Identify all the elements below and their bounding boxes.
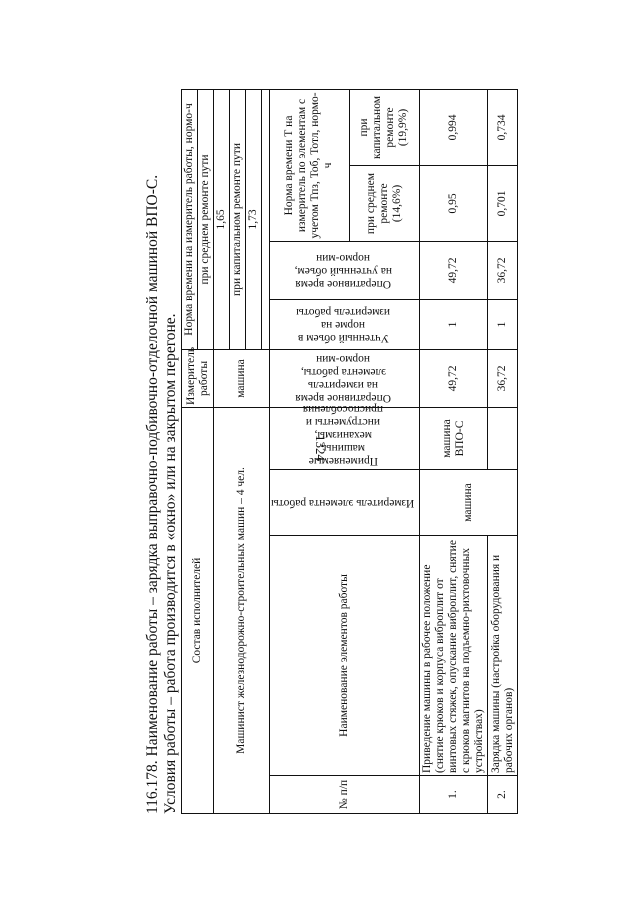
col-norm-t: Норма времени Т на измеритель по элементам с учетом Тпз, Тоб, Тотл, нормо-ч bbox=[270, 89, 350, 241]
row-num: 2. bbox=[488, 776, 518, 814]
rotated-sheet bbox=[144, 90, 515, 814]
avg-value: 1,65 bbox=[214, 89, 230, 349]
row-name: Зарядка машины (настройка оборудования и рабочих органов) bbox=[488, 536, 518, 776]
header-meter: Измеритель работы bbox=[182, 349, 214, 407]
row-op-time: 49,72 bbox=[420, 349, 488, 407]
col-volume: Учтенный объем в норме на измеритель работы bbox=[295, 305, 390, 344]
row-t-avg: 0,701 bbox=[488, 165, 518, 241]
row-op-total: 49,72 bbox=[420, 241, 488, 299]
col-norm-cap: при капитальном ремонте (19,9%) bbox=[349, 89, 420, 165]
work-conditions: Условия работы – работа производится в «окно» или на закрытом перегоне. bbox=[162, 313, 179, 814]
table-row bbox=[488, 89, 518, 813]
row-machines bbox=[488, 407, 518, 469]
document-title: 116.178. Наименование работы – зарядка выправочно-подбивочно-отделочной машиной ВПО-С. bbox=[144, 174, 161, 814]
header-avg-repair: при среднем ремонте пути bbox=[198, 89, 214, 349]
col-element-meter: Измеритель элемента работы bbox=[271, 497, 415, 509]
row-name: Приведение машины в рабочее положение (снятие крюков и корпуса виброплит от винтовых стяжек, опускание виброплит, снятие с крюков магнитов на подъемно-рихтовочных устройствах) bbox=[420, 536, 488, 776]
header-norm: Норма времени на измеритель работы, нормо-ч bbox=[182, 89, 198, 349]
header-staff: Состав исполнителей bbox=[182, 407, 214, 813]
table-row bbox=[420, 89, 488, 813]
page-number: 1324 bbox=[313, 435, 328, 461]
meter-value: машина bbox=[214, 349, 270, 407]
col-elements: Наименование элементов работы bbox=[270, 536, 420, 776]
header-cap-repair: при капитальном ремонте пути bbox=[230, 89, 246, 349]
row-volume: 1 bbox=[488, 299, 518, 349]
row-machines: машина ВПО-С bbox=[420, 407, 488, 469]
cap-value: 1,73 bbox=[246, 89, 262, 349]
staff-value: Машинист железнодорожно-строительных машин – 4 чел. bbox=[214, 407, 270, 813]
row-meter: машина bbox=[420, 470, 518, 536]
row-t-cap: 0,994 bbox=[420, 89, 488, 165]
row-op-time: 36,72 bbox=[488, 349, 518, 407]
col-num: № п/п bbox=[270, 776, 420, 814]
row-volume: 1 bbox=[420, 299, 488, 349]
col-op-time: Оперативное время на измеритель элемента работы, нормо-мин bbox=[294, 353, 391, 405]
col-norm-avg: при среднем ремонте (14,6%) bbox=[349, 165, 420, 241]
row-t-cap: 0,734 bbox=[488, 89, 518, 165]
col-op-time-total: Оперативное время на учтенный объем, нормо-мин bbox=[293, 251, 392, 290]
col-machines: Применяемые машины, механизмы, инструменты и приспособления bbox=[302, 403, 383, 467]
norm-table bbox=[181, 89, 518, 814]
row-num: 1. bbox=[420, 776, 488, 814]
row-t-avg: 0,95 bbox=[420, 165, 488, 241]
row-op-total: 36,72 bbox=[488, 241, 518, 299]
